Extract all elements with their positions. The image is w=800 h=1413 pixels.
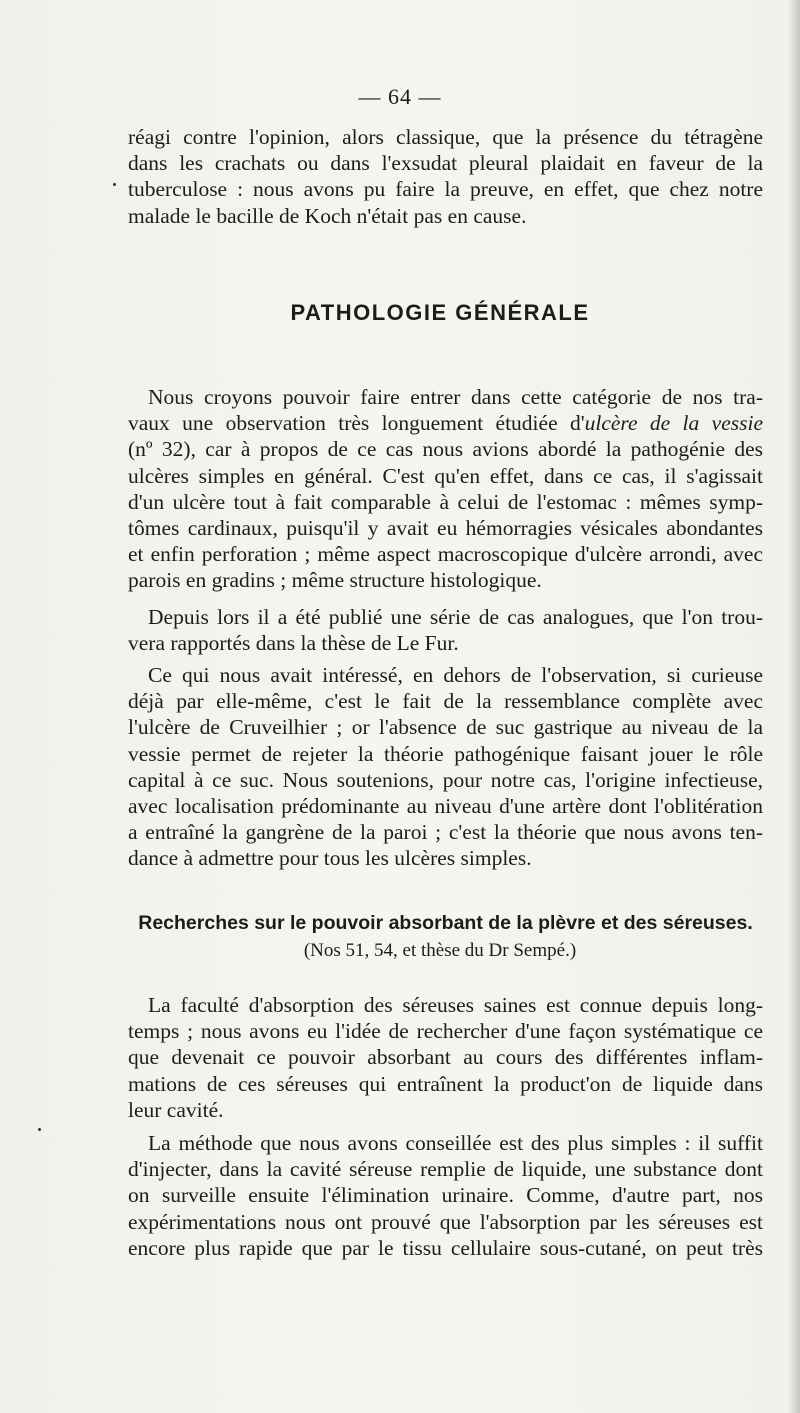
- text-line: Depuis lors il a été publié une série de cas analogues, que l'on trou-: [148, 605, 763, 629]
- text-line: dance à admettre pour tous les ulcères simples.: [128, 846, 532, 871]
- text-line: leur cavité.: [128, 1097, 224, 1122]
- section1-paragraph1: [128, 384, 763, 594]
- text-line: on surveille ensuite l'élimination urinaire. Comme, d'autre part, nos: [128, 1183, 763, 1208]
- ink-speck: [113, 183, 116, 186]
- text-line: l'ulcère de Cruveilhier ; or l'absence de suc gastrique au niveau de la: [128, 715, 763, 740]
- section1-paragraph2: [128, 604, 763, 656]
- text-line: tuberculose : nous avons pu faire la preuve, en effet, que chez notre: [128, 177, 763, 202]
- text-line: Ce qui nous avait intéressé, en dehors de l'observation, si curieuse: [148, 663, 763, 687]
- text-line: que devenait ce pouvoir absorbant au cours des différentes inflam-: [128, 1045, 763, 1070]
- text-line: encore plus rapide que par le tissu cellulaire sous-cutané, on peut très: [128, 1235, 763, 1260]
- text-line: et enfin perforation ; même aspect macroscopique d'ulcère arrondi, avec: [128, 542, 763, 567]
- text-line: d'un ulcère tout à fait comparable à celui de l'estomac : mêmes symp-: [128, 489, 763, 514]
- text-line: expérimentations nous ont prouvé que l'absorption par les séreuses est: [128, 1209, 763, 1234]
- text-line: tômes cardinaux, puisqu'il y avait eu hémorragies vésicales abondantes: [128, 516, 763, 541]
- text-line: La méthode que nous avons conseillée est des plus simples : il suffit: [148, 1131, 763, 1155]
- text-line: a entraîné la gangrène de la paroi ; c'est la théorie que nous avons ten-: [128, 820, 763, 845]
- text-line: avec localisation prédominante au niveau d'une artère dont l'oblitération: [128, 794, 763, 819]
- text-line: déjà par elle-même, c'est le fait de la ressemblance complète avec: [128, 689, 763, 714]
- text-line: parois en gradins ; même structure histologique.: [128, 568, 542, 593]
- intro-paragraph: [128, 124, 763, 229]
- text-line: ulcères simples en général. C'est qu'en effet, dans ce cas, il s'agissait: [128, 463, 763, 488]
- text-line: vessie permet de rejeter la théorie pathogénique faisant jouer le rôle: [128, 741, 763, 766]
- text-line: Nous croyons pouvoir faire entrer dans cette catégorie de nos tra-: [148, 385, 763, 409]
- subsection-title: Recherches sur le pouvoir absorbant de la plèvre et des séreuses.: [138, 912, 753, 934]
- section2-paragraph2: [128, 1130, 763, 1261]
- text-line: capital à ce suc. Nous soutenions, pour notre cas, l'origine infectieuse,: [128, 767, 763, 792]
- text-line: temps ; nous avons eu l'idée de rechercher d'une façon systématique ce: [128, 1019, 763, 1044]
- subsection-reference: (Nos 51, 54, et thèse du Dr Sempé.): [303, 940, 577, 961]
- page-edge-shadow: [788, 0, 800, 1413]
- ink-speck: [38, 1128, 41, 1131]
- text-line: malade le bacille de Koch n'était pas en cause.: [128, 203, 527, 228]
- text-line: La faculté d'absorption des séreuses saines est connue depuis long-: [148, 993, 763, 1017]
- text-line: vera rapportés dans la thèse de Le Fur.: [128, 631, 459, 656]
- section-title: PATHOLOGIE GÉNÉRALE: [290, 300, 590, 325]
- text-fragment: vaux une observation très longuement étudiée d': [128, 411, 585, 436]
- text-line: dans les crachats ou dans l'exsudat pleural plaidait en faveur de la: [128, 151, 763, 176]
- section2-paragraph1: [128, 992, 763, 1123]
- section1-paragraph3: [128, 662, 763, 872]
- text-line: mations de ces séreuses qui entraînent la product'on de liquide dans: [128, 1071, 763, 1096]
- italic-term: ulcère de la vessie: [584, 411, 763, 436]
- text-line: [128, 410, 763, 436]
- page-number: — 64 —: [358, 84, 442, 109]
- text-line: (nº 32), car à propos de ce cas nous avions abordé la pathogénie des: [128, 437, 763, 462]
- text-line: réagi contre l'opinion, alors classique, que la présence du tétragène: [128, 125, 763, 149]
- text-line: d'injecter, dans la cavité séreuse remplie de liquide, une substance dont: [128, 1157, 763, 1182]
